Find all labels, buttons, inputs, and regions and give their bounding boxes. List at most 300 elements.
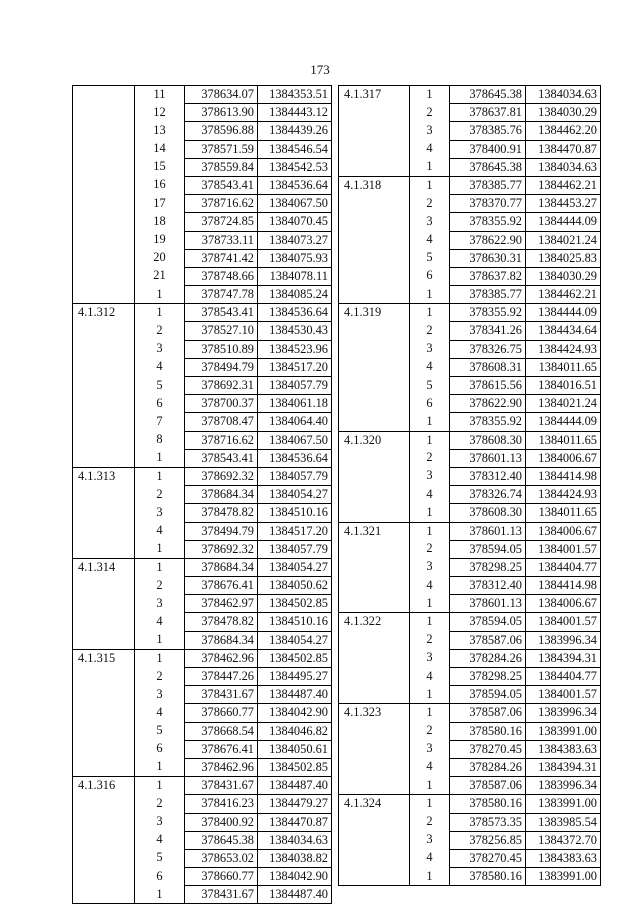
coordinate-y: 1384502.85 — [258, 595, 332, 613]
coordinate-y: 1384530.43 — [258, 322, 332, 340]
coordinate-x: 378573.35 — [450, 813, 526, 831]
coordinate-y: 1384414.98 — [526, 577, 601, 595]
parcel-id — [339, 758, 410, 776]
coordinate-y: 1384001.57 — [526, 613, 601, 631]
coordinate-x: 378622.90 — [450, 395, 526, 413]
point-number: 1 — [410, 413, 450, 431]
coordinate-x: 378370.77 — [450, 195, 526, 213]
point-number: 18 — [135, 213, 185, 231]
point-number: 1 — [410, 613, 450, 631]
parcel-id — [339, 849, 410, 867]
point-number: 1 — [135, 758, 185, 776]
coordinate-x: 378700.37 — [185, 395, 258, 413]
coordinate-y: 1384078.11 — [258, 267, 332, 285]
parcel-id — [339, 777, 410, 795]
coordinate-x: 378608.31 — [450, 358, 526, 376]
table-row — [73, 777, 332, 795]
coordinate-y: 1384394.31 — [526, 649, 601, 667]
table-row — [73, 813, 332, 831]
coordinate-y: 1384470.87 — [526, 140, 601, 158]
coordinate-x: 378256.85 — [450, 831, 526, 849]
coordinate-x: 378385.77 — [450, 176, 526, 194]
point-number: 4 — [410, 668, 450, 686]
point-number: 14 — [135, 140, 185, 158]
coordinate-y: 1384067.50 — [258, 431, 332, 449]
parcel-id — [73, 140, 135, 158]
coordinate-x: 378637.82 — [450, 267, 526, 285]
table-row — [339, 267, 601, 285]
point-number: 1 — [410, 431, 450, 449]
coordinate-x: 378692.32 — [185, 540, 258, 558]
coordinate-y: 1384054.27 — [258, 631, 332, 649]
table-row — [73, 886, 332, 904]
coordinate-x: 378645.38 — [185, 831, 258, 849]
table-row — [73, 577, 332, 595]
table-row — [339, 213, 601, 231]
parcel-id — [339, 213, 410, 231]
point-number: 3 — [410, 649, 450, 667]
point-number: 1 — [135, 649, 185, 667]
table-row — [73, 104, 332, 122]
point-number: 6 — [410, 267, 450, 285]
point-number: 3 — [410, 122, 450, 140]
parcel-id — [339, 322, 410, 340]
point-number: 16 — [135, 176, 185, 194]
coordinate-y: 1384439.26 — [258, 122, 332, 140]
coordinate-x: 378587.06 — [450, 631, 526, 649]
table-row — [73, 704, 332, 722]
point-number: 5 — [135, 849, 185, 867]
parcel-id — [339, 358, 410, 376]
point-number: 6 — [135, 868, 185, 886]
coordinate-x: 378527.10 — [185, 322, 258, 340]
table-row — [73, 686, 332, 704]
coordinate-x: 378692.31 — [185, 377, 258, 395]
coordinate-x: 378748.66 — [185, 267, 258, 285]
coordinate-y: 1383996.34 — [526, 631, 601, 649]
point-number: 1 — [410, 86, 450, 104]
parcel-id — [73, 686, 135, 704]
parcel-id — [73, 849, 135, 867]
coordinate-x: 378634.07 — [185, 86, 258, 104]
table-row — [73, 868, 332, 886]
parcel-id — [73, 322, 135, 340]
coordinate-y: 1384030.29 — [526, 104, 601, 122]
parcel-id — [73, 413, 135, 431]
table-row — [73, 195, 332, 213]
point-number: 4 — [410, 577, 450, 595]
coordinate-y: 1384064.40 — [258, 413, 332, 431]
parcel-id — [339, 267, 410, 285]
coordinate-x: 378684.34 — [185, 486, 258, 504]
parcel-id — [73, 267, 135, 285]
point-number: 3 — [135, 595, 185, 613]
point-number: 1 — [135, 631, 185, 649]
table-row — [339, 831, 601, 849]
parcel-id — [73, 540, 135, 558]
point-number: 1 — [410, 158, 450, 176]
coordinate-y: 1384353.51 — [258, 86, 332, 104]
point-number: 1 — [135, 886, 185, 904]
table-row — [339, 249, 601, 267]
table-row — [339, 777, 601, 795]
table-row — [73, 176, 332, 194]
coordinate-x: 378676.41 — [185, 740, 258, 758]
coordinate-x: 378660.77 — [185, 868, 258, 886]
table-row — [73, 849, 332, 867]
coordinate-y: 1384462.21 — [526, 286, 601, 304]
point-number: 4 — [410, 140, 450, 158]
table-row — [73, 86, 332, 104]
table-row — [73, 358, 332, 376]
coordinate-y: 1384001.57 — [526, 540, 601, 558]
table-row — [73, 267, 332, 285]
parcel-id — [73, 395, 135, 413]
coordinate-y: 1384523.96 — [258, 340, 332, 358]
coordinate-x: 378447.26 — [185, 668, 258, 686]
parcel-id — [339, 340, 410, 358]
point-number: 20 — [135, 249, 185, 267]
table-row — [339, 158, 601, 176]
parcel-id: 4.1.313 — [73, 467, 135, 485]
parcel-id — [73, 504, 135, 522]
table-row — [73, 322, 332, 340]
point-number: 2 — [410, 195, 450, 213]
table-row — [73, 486, 332, 504]
coordinate-x: 378478.82 — [185, 504, 258, 522]
coordinate-x: 378587.06 — [450, 704, 526, 722]
coordinate-x: 378601.13 — [450, 449, 526, 467]
coordinate-x: 378510.89 — [185, 340, 258, 358]
point-number: 2 — [410, 631, 450, 649]
coordinate-x: 378494.79 — [185, 522, 258, 540]
coordinate-x: 378645.38 — [450, 86, 526, 104]
table-row — [73, 467, 332, 485]
coordinate-x: 378312.40 — [450, 467, 526, 485]
point-number: 3 — [410, 340, 450, 358]
point-number: 3 — [410, 831, 450, 849]
table-row — [339, 413, 601, 431]
table-row — [339, 740, 601, 758]
coordinate-x: 378400.91 — [450, 140, 526, 158]
coordinate-y: 1384517.20 — [258, 358, 332, 376]
parcel-id — [339, 286, 410, 304]
point-number: 2 — [410, 449, 450, 467]
coordinate-x: 378431.67 — [185, 777, 258, 795]
coordinate-y: 1384453.27 — [526, 195, 601, 213]
point-number: 8 — [135, 431, 185, 449]
point-number: 1 — [410, 522, 450, 540]
point-number: 1 — [135, 467, 185, 485]
coordinate-y: 1384536.64 — [258, 449, 332, 467]
parcel-id — [73, 86, 135, 104]
coordinate-y: 1384011.65 — [526, 358, 601, 376]
table-row — [339, 668, 601, 686]
coordinate-y: 1383991.00 — [526, 868, 601, 886]
coordinate-y: 1384424.93 — [526, 340, 601, 358]
coordinate-y: 1384001.57 — [526, 686, 601, 704]
coordinate-y: 1384057.79 — [258, 377, 332, 395]
table-row — [73, 158, 332, 176]
point-number: 4 — [410, 231, 450, 249]
point-number: 2 — [135, 668, 185, 686]
table-row — [73, 431, 332, 449]
table-row — [73, 722, 332, 740]
coordinate-x: 378431.67 — [185, 886, 258, 904]
table-row — [339, 449, 601, 467]
coordinate-y: 1383991.00 — [526, 795, 601, 813]
coordinate-y: 1384462.20 — [526, 122, 601, 140]
coordinate-y: 1384462.21 — [526, 176, 601, 194]
point-number: 3 — [135, 813, 185, 831]
point-number: 4 — [410, 849, 450, 867]
coordinate-x: 378615.56 — [450, 377, 526, 395]
parcel-id — [73, 340, 135, 358]
coordinate-x: 378594.05 — [450, 686, 526, 704]
coordinate-y: 1384034.63 — [258, 831, 332, 849]
parcel-id — [73, 831, 135, 849]
coordinate-y: 1384383.63 — [526, 849, 601, 867]
coordinate-x: 378676.41 — [185, 577, 258, 595]
table-row — [73, 831, 332, 849]
parcel-id: 4.1.312 — [73, 304, 135, 322]
table-row — [339, 431, 601, 449]
coordinate-x: 378601.13 — [450, 522, 526, 540]
table-row — [73, 522, 332, 540]
table-row — [73, 740, 332, 758]
parcel-id — [73, 522, 135, 540]
table-row — [339, 104, 601, 122]
table-row — [339, 322, 601, 340]
parcel-id — [73, 668, 135, 686]
point-number: 2 — [135, 795, 185, 813]
coordinate-y: 1384414.98 — [526, 467, 601, 485]
parcel-id: 4.1.314 — [73, 558, 135, 576]
coordinate-x: 378630.31 — [450, 249, 526, 267]
parcel-id — [339, 668, 410, 686]
coordinate-y: 1384006.67 — [526, 595, 601, 613]
coordinate-y: 1384372.70 — [526, 831, 601, 849]
point-number: 1 — [135, 286, 185, 304]
table-row — [73, 668, 332, 686]
coordinate-y: 1384434.64 — [526, 322, 601, 340]
parcel-id — [73, 795, 135, 813]
point-number: 1 — [410, 595, 450, 613]
point-number: 3 — [410, 558, 450, 576]
point-number: 7 — [135, 413, 185, 431]
parcel-id: 4.1.320 — [339, 431, 410, 449]
point-number: 4 — [410, 486, 450, 504]
table-row — [339, 868, 601, 886]
parcel-id — [73, 631, 135, 649]
coordinate-y: 1384536.64 — [258, 176, 332, 194]
table-row — [73, 449, 332, 467]
parcel-id: 4.1.324 — [339, 795, 410, 813]
table-row — [73, 122, 332, 140]
coordinate-y: 1384536.64 — [258, 304, 332, 322]
table-row — [73, 213, 332, 231]
coordinate-y: 1384011.65 — [526, 431, 601, 449]
parcel-id — [73, 740, 135, 758]
table-row — [339, 286, 601, 304]
coordinate-y: 1384030.29 — [526, 267, 601, 285]
table-row — [73, 631, 332, 649]
table-row — [73, 758, 332, 776]
parcel-id — [339, 395, 410, 413]
coordinate-x: 378724.85 — [185, 213, 258, 231]
table-row — [73, 558, 332, 576]
point-number: 15 — [135, 158, 185, 176]
coordinate-y: 1384034.63 — [526, 86, 601, 104]
coordinate-y: 1383991.00 — [526, 722, 601, 740]
parcel-id — [73, 195, 135, 213]
point-number: 5 — [410, 377, 450, 395]
coordinate-y: 1384444.09 — [526, 413, 601, 431]
parcel-id — [73, 213, 135, 231]
parcel-id — [339, 831, 410, 849]
parcel-id — [339, 122, 410, 140]
coordinate-x: 378312.40 — [450, 577, 526, 595]
page-number: 173 — [310, 62, 330, 77]
table-row — [339, 849, 601, 867]
parcel-id — [73, 431, 135, 449]
coordinate-x: 378431.67 — [185, 686, 258, 704]
coordinate-y: 1384025.83 — [526, 249, 601, 267]
parcel-id — [339, 413, 410, 431]
parcel-id: 4.1.319 — [339, 304, 410, 322]
coordinate-x: 378462.97 — [185, 595, 258, 613]
parcel-id — [339, 377, 410, 395]
coordinate-x: 378462.96 — [185, 758, 258, 776]
coordinate-x: 378608.30 — [450, 504, 526, 522]
parcel-id: 4.1.321 — [339, 522, 410, 540]
coordinate-x: 378747.78 — [185, 286, 258, 304]
point-number: 13 — [135, 122, 185, 140]
coordinate-x: 378668.54 — [185, 722, 258, 740]
table-row — [339, 649, 601, 667]
parcel-id — [73, 758, 135, 776]
point-number: 12 — [135, 104, 185, 122]
point-number: 1 — [410, 504, 450, 522]
parcel-id — [339, 740, 410, 758]
point-number: 2 — [135, 322, 185, 340]
parcel-id — [73, 104, 135, 122]
coordinate-x: 378416.23 — [185, 795, 258, 813]
parcel-id: 4.1.317 — [339, 86, 410, 104]
coordinate-y: 1384517.20 — [258, 522, 332, 540]
parcel-id — [73, 595, 135, 613]
coordinate-y: 1384061.18 — [258, 395, 332, 413]
coordinate-y: 1384404.77 — [526, 558, 601, 576]
table-row — [73, 231, 332, 249]
coordinate-x: 378326.74 — [450, 486, 526, 504]
coordinate-x: 378708.47 — [185, 413, 258, 431]
coordinate-x: 378298.25 — [450, 558, 526, 576]
coordinate-y: 1384070.45 — [258, 213, 332, 231]
coordinate-y: 1384546.54 — [258, 140, 332, 158]
table-row — [339, 631, 601, 649]
coordinate-x: 378284.26 — [450, 649, 526, 667]
parcel-id — [339, 231, 410, 249]
coordinate-y: 1384021.24 — [526, 231, 601, 249]
point-number: 1 — [410, 795, 450, 813]
parcel-id — [73, 722, 135, 740]
coordinate-y: 1384075.93 — [258, 249, 332, 267]
parcel-id — [339, 449, 410, 467]
coordinate-x: 378385.76 — [450, 122, 526, 140]
table-row — [339, 377, 601, 395]
coordinate-x: 378684.34 — [185, 558, 258, 576]
point-number: 1 — [410, 286, 450, 304]
coordinate-y: 1384502.85 — [258, 649, 332, 667]
coordinate-y: 1383996.34 — [526, 704, 601, 722]
point-number: 3 — [410, 213, 450, 231]
point-number: 3 — [135, 686, 185, 704]
coordinate-x: 378580.16 — [450, 795, 526, 813]
coordinate-x: 378494.79 — [185, 358, 258, 376]
table-row — [339, 540, 601, 558]
table-row — [339, 704, 601, 722]
point-number: 5 — [135, 722, 185, 740]
table-row — [339, 577, 601, 595]
coordinate-x: 378543.41 — [185, 304, 258, 322]
table-row — [339, 504, 601, 522]
table-row — [73, 649, 332, 667]
coordinate-y: 1384542.53 — [258, 158, 332, 176]
point-number: 2 — [135, 577, 185, 595]
coordinate-y: 1384057.79 — [258, 540, 332, 558]
parcel-id — [339, 540, 410, 558]
coordinate-x: 378355.92 — [450, 213, 526, 231]
coordinate-y: 1384021.24 — [526, 395, 601, 413]
coordinate-y: 1384404.77 — [526, 668, 601, 686]
parcel-id — [73, 613, 135, 631]
coordinate-x: 378580.16 — [450, 722, 526, 740]
coordinates-table-left — [72, 85, 332, 904]
parcel-id — [73, 122, 135, 140]
parcel-id — [339, 486, 410, 504]
parcel-id — [339, 467, 410, 485]
table-row — [339, 813, 601, 831]
table-row — [339, 595, 601, 613]
parcel-id — [73, 158, 135, 176]
parcel-id — [339, 722, 410, 740]
point-number: 1 — [410, 304, 450, 322]
point-number: 1 — [410, 686, 450, 704]
coordinate-x: 378326.75 — [450, 340, 526, 358]
coordinate-x: 378543.41 — [185, 449, 258, 467]
parcel-id — [73, 704, 135, 722]
coordinate-y: 1384383.63 — [526, 740, 601, 758]
coordinate-x: 378543.41 — [185, 176, 258, 194]
coordinate-y: 1384470.87 — [258, 813, 332, 831]
table-row — [339, 122, 601, 140]
parcel-id: 4.1.316 — [73, 777, 135, 795]
point-number: 3 — [410, 467, 450, 485]
coordinate-x: 378716.62 — [185, 431, 258, 449]
parcel-id — [73, 449, 135, 467]
coordinate-y: 1384487.40 — [258, 686, 332, 704]
coordinate-x: 378355.92 — [450, 413, 526, 431]
point-number: 4 — [410, 358, 450, 376]
parcel-id — [339, 813, 410, 831]
coordinate-x: 378587.06 — [450, 777, 526, 795]
coordinate-x: 378660.77 — [185, 704, 258, 722]
point-number: 4 — [135, 613, 185, 631]
coordinate-y: 1384006.67 — [526, 449, 601, 467]
table-row — [73, 304, 332, 322]
table-row — [73, 286, 332, 304]
